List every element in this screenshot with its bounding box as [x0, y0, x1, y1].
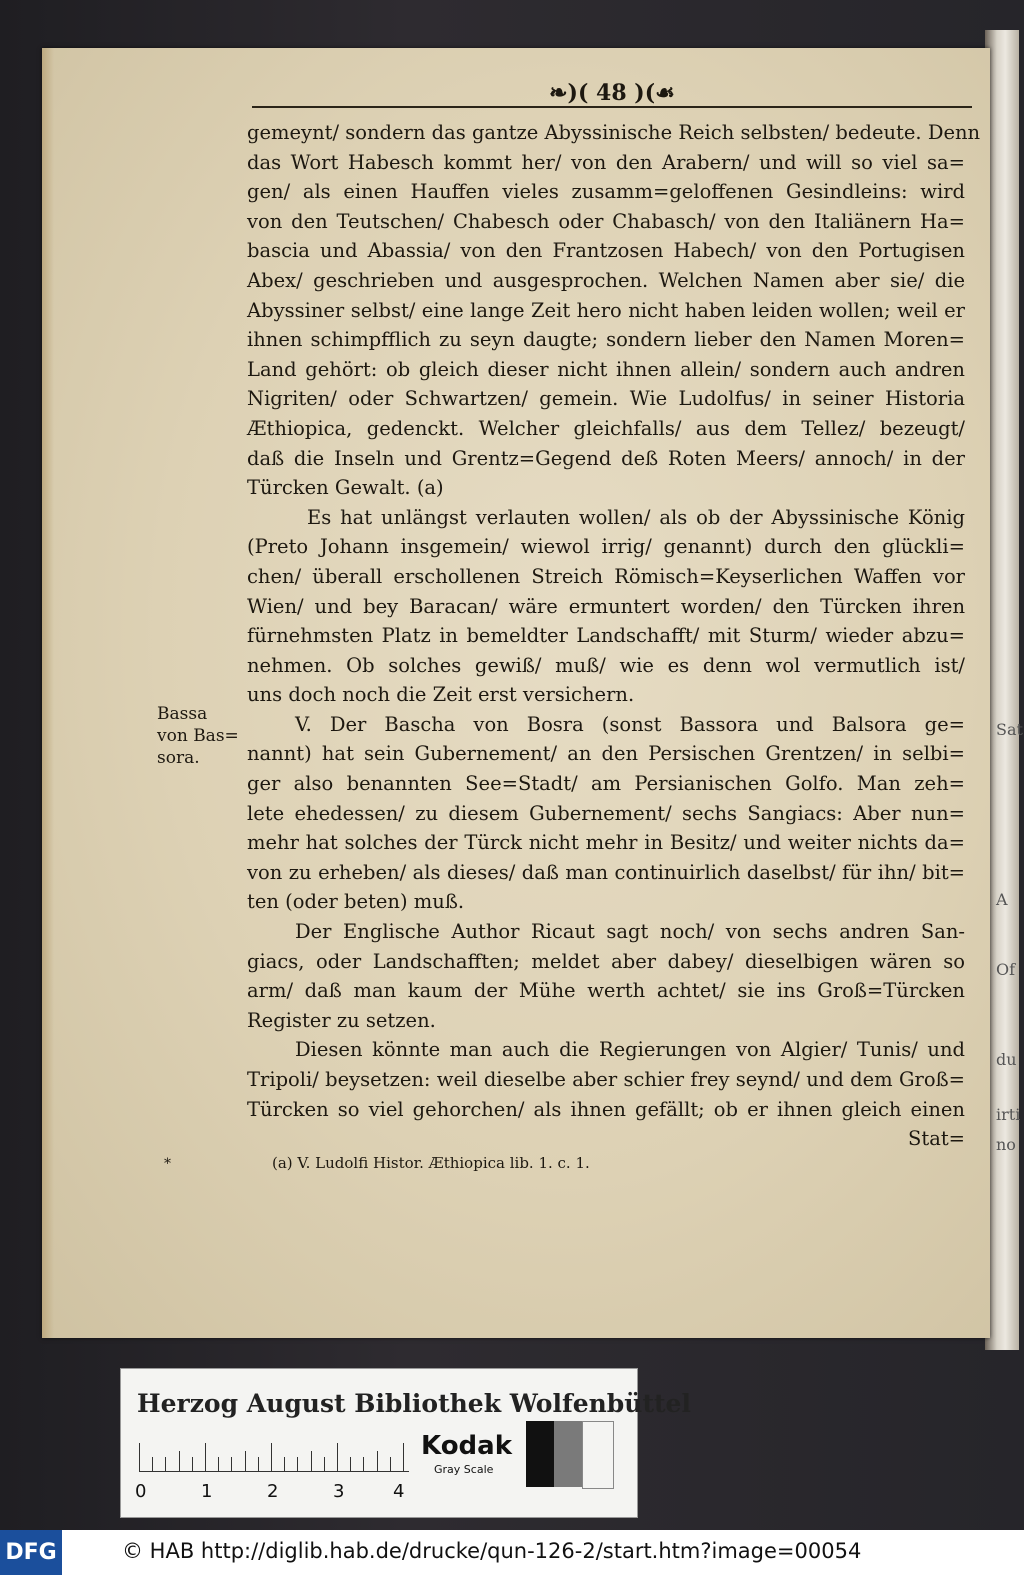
ruler-tick	[350, 1457, 351, 1471]
ruler-tick	[377, 1451, 378, 1471]
ruler-tick	[284, 1457, 285, 1471]
page-header: ❧)( 48 )(☙	[549, 80, 675, 106]
ruler-tick	[403, 1443, 404, 1471]
text-line: chen/ überall erschollenen Streich Römisch=Keyserlichen Waffen vor	[247, 564, 965, 588]
gray-swatch-black	[526, 1421, 554, 1487]
footnote: (a) V. Ludolfi Histor. Æthiopica lib. 1. c. 1.	[272, 1154, 590, 1172]
text-line: (Preto Johann insgemein/ wiewol irrig/ genannt) durch den glückli=	[247, 535, 965, 559]
bleed-text: A	[996, 890, 1008, 909]
text-line: Land gehört: ob gleich dieser nicht ihnen allein/ sondern auch andren	[247, 357, 965, 381]
text-line: ihnen schimpfflich zu seyn daugte; sondern lieber den Namen Moren=	[247, 328, 965, 352]
text-line: von zu erheben/ als dieses/ daß man continuirlich daselbst/ für ihn/ bit=	[247, 860, 965, 884]
text-line: Türcken Gewalt. (a)	[247, 476, 444, 500]
ruler-tick	[297, 1457, 298, 1471]
library-label-card	[120, 1368, 691, 1518]
text-line: gen/ als einen Hauffen vieles zusamm=geloffenen Gesindleins: wird	[247, 180, 965, 204]
text-line: Tripoli/ beysetzen: weil dieselbe aber schier frey seynd/ und dem Groß=	[247, 1068, 965, 1091]
ruler-number: 0	[135, 1481, 147, 1502]
ruler-tick	[311, 1451, 312, 1471]
gray-swatch-white	[582, 1421, 614, 1489]
text-line: Wien/ und bey Baracan/ wäre ermuntert worden/ den Türcken ihren	[247, 594, 965, 618]
margin-note	[157, 703, 242, 769]
text-line: von den Teutschen/ Chabesch oder Chabasch/ von den Italiänern Ha=	[247, 209, 965, 233]
ruler-tick	[337, 1443, 338, 1471]
text-line: Æthiopica, gedenckt. Welcher gleichfalls/ aus dem Tellez/ bezeugt/	[247, 416, 965, 440]
text-line: ger also benannten See=Stadt/ am Persianischen Golfo. Man zeh=	[247, 772, 965, 796]
ruler-number: 2	[267, 1481, 279, 1502]
book-page	[42, 48, 990, 1338]
text-line: Diesen könnte man auch die Regierungen von Algier/ Tunis/ und	[295, 1038, 965, 1062]
text-line: nannt) hat sein Gubernement/ an den Persischen Grentzen/ in selbi=	[247, 742, 965, 766]
text-line: arm/ daß man kaum der Mühe werth achtet/ sie ins Groß=Türcken	[247, 979, 965, 1003]
text-line: mehr hat solches der Türck nicht mehr in Besitz/ und weiter nichts da=	[247, 831, 965, 855]
grayscale-label: Gray Scale	[434, 1463, 494, 1476]
ruler	[139, 1437, 409, 1472]
ruler-tick	[271, 1443, 272, 1471]
ruler-number: 1	[201, 1481, 213, 1502]
ruler-tick	[390, 1457, 391, 1471]
library-name: Herzog August Bibliothek Wolfenbüttel	[137, 1389, 691, 1418]
bleed-text: du	[996, 1050, 1017, 1069]
text-line: Türcken so viel gehorchen/ als ihnen gefällt; ob er ihnen gleich einen	[247, 1097, 965, 1121]
ruler-tick	[139, 1443, 140, 1471]
copyright-url[interactable]: © HAB http://diglib.hab.de/drucke/qun-126-2/start.htm?image=00054	[122, 1539, 862, 1563]
bleed-text: no	[996, 1135, 1016, 1154]
ruler-number: 3	[333, 1481, 345, 1502]
text-line: uns doch noch die Zeit erst versichern.	[247, 683, 635, 707]
text-line: ten (oder beten) muß.	[247, 890, 465, 914]
ruler-number: 4	[393, 1481, 405, 1502]
ruler-tick	[179, 1451, 180, 1471]
ruler-tick	[258, 1457, 259, 1471]
header-rule	[252, 106, 972, 108]
body-text	[247, 118, 981, 1154]
text-line: fürnehmsten Platz in bemeldter Landschafft/ mit Sturm/ wieder abzu=	[247, 624, 965, 648]
bleed-text: Of	[996, 960, 1016, 979]
text-line: bascia und Abassia/ von den Frantzosen Habech/ von den Portugisen	[247, 239, 965, 263]
catchword: Stat=	[908, 1127, 965, 1151]
text-line: Der Englische Author Ricaut sagt noch/ von sechs andren San-	[295, 920, 965, 944]
text-line: Es hat unlängst verlauten wollen/ als ob der Abyssinische König	[307, 505, 965, 529]
margin-note-line: sora.	[157, 748, 200, 768]
ruler-tick	[218, 1457, 219, 1471]
bleed-text: Sat	[996, 720, 1023, 739]
text-line: Abex/ geschrieben und ausgesprochen. Welchen Namen aber sie/ die	[247, 268, 965, 292]
ruler-tick	[152, 1457, 153, 1471]
text-line: Abyssiner selbst/ eine lange Zeit hero nicht haben leiden wollen; weil er	[247, 298, 965, 322]
bleed-text: irti	[996, 1105, 1021, 1124]
ruler-tick	[192, 1457, 193, 1471]
text-line: Nigriten/ oder Schwartzen/ gemein. Wie Ludolfus/ in seiner Historia	[247, 387, 965, 411]
text-line: Register zu setzen.	[247, 1008, 436, 1032]
margin-note-line: von Bas=	[157, 726, 239, 746]
kodak-brand: Kodak	[421, 1431, 512, 1461]
text-line: gemeynt/ sondern das gantze Abyssinische Reich selbsten/ bedeute. Denn	[247, 121, 981, 144]
ruler-tick	[231, 1457, 232, 1471]
gray-swatch-mid	[554, 1421, 582, 1487]
signature-mark: *	[164, 1156, 171, 1172]
ruler-tick	[363, 1457, 364, 1471]
text-line: das Wort Habesch kommt her/ von den Arabern/ und will so viel sa=	[247, 150, 965, 174]
text-line: nehmen. Ob solches gewiß/ muß/ wie es denn wol vermutlich ist/	[247, 653, 965, 677]
dfg-logo: DFG	[0, 1530, 62, 1575]
text-line: daß die Inseln und Grentz=Gegend deß Roten Meers/ annoch/ in der	[247, 446, 965, 470]
ruler-tick	[205, 1443, 206, 1471]
margin-note-line: Bassa	[157, 704, 208, 724]
text-line: giacs, oder Landschafften; meldet aber dabey/ dieselbigen wären so	[247, 949, 965, 973]
text-line: V. Der Bascha von Bosra (sonst Bassora und Balsora ge=	[295, 712, 965, 736]
text-line: lete ehedessen/ zu diesem Gubernement/ sechs Sangiacs: Aber nun=	[247, 801, 965, 825]
ruler-tick	[245, 1451, 246, 1471]
ruler-tick	[165, 1457, 166, 1471]
ruler-tick	[324, 1457, 325, 1471]
